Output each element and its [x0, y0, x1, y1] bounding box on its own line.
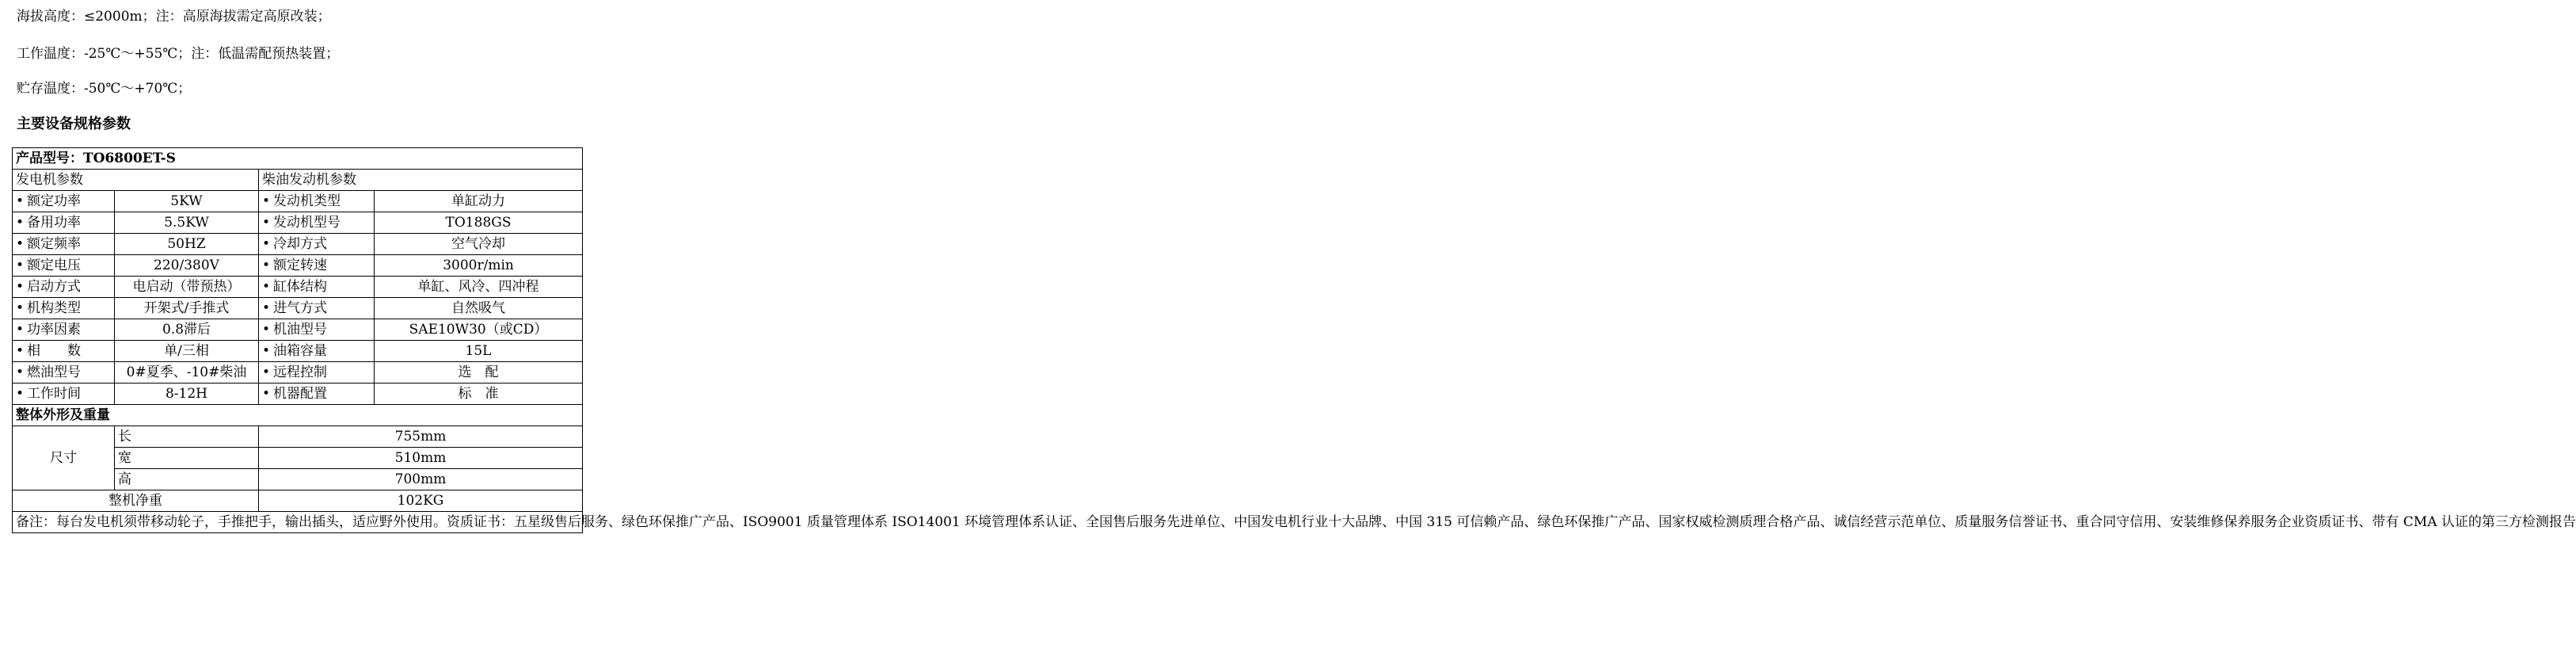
bullet-icon: •	[16, 193, 25, 209]
width-label: 宽	[115, 448, 259, 469]
bullet-icon: •	[16, 236, 25, 252]
weight-row	[13, 490, 583, 512]
bullet-icon: •	[262, 322, 271, 338]
engine-param-value: 标 准	[375, 384, 583, 405]
engine-param-label	[259, 362, 375, 384]
size-label: 尺寸	[13, 426, 115, 490]
engine-param-value: 单缸、风冷、四冲程	[375, 277, 583, 298]
engine-param-label	[259, 191, 375, 212]
generator-param-label	[13, 277, 115, 298]
engine-param-value: 空气冷却	[375, 234, 583, 255]
engine-param-label	[259, 234, 375, 255]
bullet-icon: •	[16, 322, 25, 338]
bullet-icon: •	[16, 364, 25, 380]
engine-param-label	[259, 319, 375, 341]
bullet-icon: •	[16, 258, 25, 273]
engine-param-label	[259, 277, 375, 298]
engine-param-label-text: 远程控制	[273, 364, 327, 380]
generator-param-label	[13, 362, 115, 384]
section-title: 主要设备规格参数	[17, 116, 131, 132]
weight-label: 整机净重	[13, 490, 259, 512]
engine-param-label	[259, 298, 375, 319]
notes-row	[13, 512, 583, 533]
generator-param-label-text: 额定频率	[27, 236, 81, 252]
bullet-icon: •	[16, 215, 25, 231]
bullet-icon: •	[16, 300, 25, 316]
generator-param-value: 220/380V	[115, 255, 259, 277]
spec-row	[13, 298, 583, 319]
bullet-icon: •	[16, 343, 25, 359]
generator-param-label-text: 燃油型号	[27, 364, 81, 380]
engine-param-label	[259, 212, 375, 234]
length-label: 长	[115, 426, 259, 448]
spec-row	[13, 212, 583, 234]
length-value: 755mm	[259, 426, 583, 448]
engine-param-value: 选 配	[375, 362, 583, 384]
spec-row	[13, 319, 583, 341]
generator-param-label-text: 功率因素	[27, 322, 81, 338]
generator-param-value: 单/三相	[115, 341, 259, 362]
storage-temperature-line: 贮存温度：-50℃～+70℃；	[17, 81, 192, 97]
spec-row	[13, 255, 583, 277]
engine-param-label-text: 机器配置	[273, 386, 327, 402]
generator-param-label-text: 工作时间	[27, 386, 81, 402]
model-row	[13, 148, 583, 170]
engine-param-label-text: 发动机类型	[273, 193, 341, 209]
engine-param-value: 3000r/min	[375, 255, 583, 277]
engine-param-value: SAE10W30（或CD）	[375, 319, 583, 341]
generator-param-label-text: 额定电压	[27, 258, 81, 273]
notes-cell: 备注：每台发电机须带移动轮子，手推把手，输出插头，适应野外使用。资质证书：五星级售后服务、绿色环保推广产品、ISO9001 质量管理体系 ISO14001 环境管理体系认证、全国售后服务先进单位、中国发电机行业十大品牌、中国 315 可信赖产品、绿色环保推广产品、国家权威检测质理合格产品、诚信经营示范单位、质量服务信誉证书、重合同守信用、安装维修保养服务企业资质证书、带有 CMA 认证的第三方检测报告	[13, 512, 583, 533]
generator-param-label	[13, 298, 115, 319]
engine-param-label	[259, 341, 375, 362]
operating-temperature-line: 工作温度：-25℃～+55℃；注：低温需配预热装置；	[17, 46, 340, 62]
generator-param-label	[13, 212, 115, 234]
generator-param-label-text: 额定功率	[27, 193, 81, 209]
spec-row	[13, 362, 583, 384]
spec-row	[13, 384, 583, 405]
bullet-icon: •	[16, 279, 25, 295]
engine-params-header: 柴油发动机参数	[259, 170, 583, 191]
engine-param-label-text: 发动机型号	[273, 215, 341, 231]
engine-param-value: TO188GS	[375, 212, 583, 234]
spec-row	[13, 191, 583, 212]
generator-param-label	[13, 255, 115, 277]
engine-param-label-text: 缸体结构	[273, 279, 327, 295]
altitude-line: 海拔高度：≤2000m；注：高原海拔需定高原改装；	[17, 9, 331, 25]
bullet-icon: •	[16, 386, 25, 402]
engine-param-value: 15L	[375, 341, 583, 362]
bullet-icon: •	[262, 236, 271, 252]
width-value: 510mm	[259, 448, 583, 469]
generator-param-label-text: 启动方式	[27, 279, 81, 295]
engine-param-value: 自然吸气	[375, 298, 583, 319]
height-value: 700mm	[259, 469, 583, 490]
generator-param-label	[13, 341, 115, 362]
generator-param-label	[13, 319, 115, 341]
generator-param-value: 5KW	[115, 191, 259, 212]
generator-param-value: 电启动（带预热）	[115, 277, 259, 298]
generator-param-value: 5.5KW	[115, 212, 259, 234]
bullet-icon: •	[262, 215, 271, 231]
engine-param-label-text: 额定转速	[273, 258, 327, 273]
bullet-icon: •	[262, 364, 271, 380]
length-row	[13, 426, 583, 448]
generator-param-label	[13, 191, 115, 212]
model-cell: 产品型号：TO6800ET-S	[13, 148, 583, 170]
engine-param-label-text: 机油型号	[273, 322, 327, 338]
spec-table	[12, 147, 2576, 533]
generator-param-label-text: 相 数	[27, 343, 81, 359]
engine-param-label	[259, 255, 375, 277]
engine-param-label-text: 冷却方式	[273, 236, 327, 252]
bullet-icon: •	[262, 300, 271, 316]
engine-param-label-text: 进气方式	[273, 300, 327, 316]
generator-params-header: 发电机参数	[13, 170, 259, 191]
generator-param-value: 0#夏季、-10#柴油	[115, 362, 259, 384]
engine-param-value: 单缸动力	[375, 191, 583, 212]
generator-param-value: 0.8滞后	[115, 319, 259, 341]
bullet-icon: •	[262, 258, 271, 273]
engine-param-label-text: 油箱容量	[273, 343, 327, 359]
section-header-row	[13, 170, 583, 191]
engine-param-label	[259, 384, 375, 405]
bullet-icon: •	[262, 193, 271, 209]
bullet-icon: •	[262, 386, 271, 402]
bullet-icon: •	[262, 343, 271, 359]
generator-param-label	[13, 234, 115, 255]
overall-header: 整体外形及重量	[13, 405, 583, 426]
height-label: 高	[115, 469, 259, 490]
spec-row	[13, 234, 583, 255]
generator-param-value: 50HZ	[115, 234, 259, 255]
weight-value: 102KG	[259, 490, 583, 512]
generator-param-value: 开架式/手推式	[115, 298, 259, 319]
bullet-icon: •	[262, 279, 271, 295]
overall-header-row	[13, 405, 583, 426]
generator-param-value: 8-12H	[115, 384, 259, 405]
generator-param-label-text: 机构类型	[27, 300, 81, 316]
spec-row	[13, 341, 583, 362]
generator-param-label-text: 备用功率	[27, 215, 81, 231]
spec-row	[13, 277, 583, 298]
generator-param-label	[13, 384, 115, 405]
